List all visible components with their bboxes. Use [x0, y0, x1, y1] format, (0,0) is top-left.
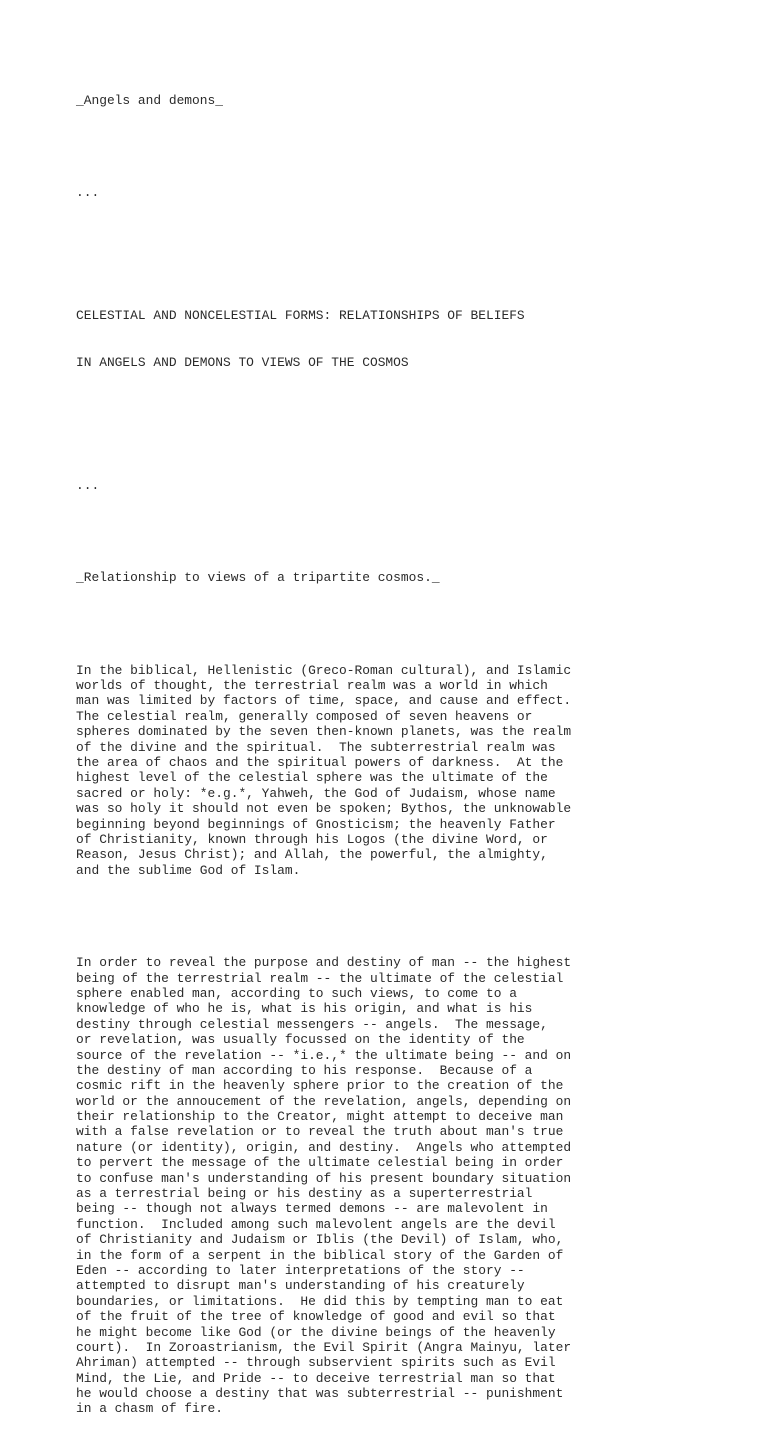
paragraph-line: he would choose a destiny that was subterrestrial -- punishment	[76, 1386, 564, 1402]
paragraph-line: the area of chaos and the spiritual powers of darkness. At the	[76, 755, 564, 771]
paragraph-line: sphere enabled man, according to such views, to come to a	[76, 985, 517, 1001]
document-title: _Angels and demons_	[76, 92, 223, 108]
paragraph-line: of Christianity, known through his Logos (the divine Word, or	[76, 831, 548, 847]
subheading: _Relationship to views of a tripartite cosmos._	[76, 570, 440, 586]
paragraph-line: court). In Zoroastrianism, the Evil Spirit (Angra Mainyu, later	[76, 1339, 572, 1355]
paragraph-line: knowledge of who he is, what is his origin, and what is his	[76, 1001, 533, 1017]
paragraph-2	[76, 955, 756, 1417]
paragraph-line: In the biblical, Hellenistic (Greco-Roman cultural), and Islamic	[76, 662, 572, 678]
blank-line	[76, 432, 756, 447]
blank-line	[76, 139, 756, 154]
paragraph-line: worlds of thought, the terrestrial realm was a world in which	[76, 678, 548, 694]
paragraph-line: as a terrestrial being or his destiny as a superterrestrial	[76, 1186, 533, 1202]
heading-line: CELESTIAL AND NONCELESTIAL FORMS: RELATIONSHIPS OF BELIEFS	[76, 308, 525, 324]
paragraph-line: spheres dominated by the seven then-known planets, was the realm	[76, 724, 572, 740]
blank-line	[76, 524, 756, 539]
paragraph-line: in a chasm of fire.	[76, 1401, 223, 1417]
paragraph-line: the destiny of man according to his response. Because of a	[76, 1062, 533, 1078]
paragraph-line: Mind, the Lie, and Pride -- to deceive terrestrial man so that	[76, 1370, 556, 1386]
paragraph-line: beginning beyond beginnings of Gnosticism; the heavenly Father	[76, 816, 556, 832]
section-heading	[76, 278, 756, 401]
paragraph-line: Ahriman) attempted -- through subservient spirits such as Evil	[76, 1355, 556, 1371]
paragraph-line: he might become like God (or the divine beings of the heavenly	[76, 1324, 556, 1340]
paragraph-line: nature (or identity), origin, and destiny. Angels who attempted	[76, 1139, 572, 1155]
paragraph-line: The celestial realm, generally composed of seven heavens or	[76, 708, 533, 724]
paragraph-line: of the fruit of the tree of knowledge of good and evil so that	[76, 1309, 556, 1325]
paragraph-line: of Christianity and Judaism or Iblis (the Devil) of Islam, who,	[76, 1232, 564, 1248]
paragraph-line: was so holy it should not even be spoken; Bythos, the unknowable	[76, 801, 572, 817]
paragraph-line: man was limited by factors of time, space, and cause and effect.	[76, 693, 572, 709]
paragraph-line: being -- though not always termed demons -- are malevolent in	[76, 1201, 548, 1217]
paragraph-line: highest level of the celestial sphere was the ultimate of the	[76, 770, 548, 786]
paragraph-line: destiny through celestial messengers -- angels. The message,	[76, 1016, 548, 1032]
blank-line	[76, 616, 756, 631]
paragraph-line: and the sublime God of Islam.	[76, 862, 301, 878]
paragraph-1	[76, 663, 756, 878]
paragraph-line: function. Included among such malevolent angels are the devil	[76, 1216, 556, 1232]
paragraph-line: being of the terrestrial realm -- the ultimate of the celestial	[76, 970, 564, 986]
paragraph-line: in the form of a serpent in the biblical story of the Garden of	[76, 1247, 564, 1263]
separator-2: ...	[76, 477, 100, 493]
paragraph-line: Eden -- according to later interpretations of the story --	[76, 1262, 525, 1278]
blank-line	[76, 231, 756, 246]
separator-1: ...	[76, 185, 100, 201]
paragraph-line: their relationship to the Creator, might attempt to deceive man	[76, 1109, 564, 1125]
paragraph-line: source of the revelation -- *i.e.,* the ultimate being -- and on	[76, 1047, 572, 1063]
paragraph-line: attempted to disrupt man's understanding of his creaturely	[76, 1278, 525, 1294]
paragraph-line: with a false revelation or to reveal the truth about man's true	[76, 1124, 564, 1140]
paragraph-line: world or the annoucement of the revelation, angels, depending on	[76, 1093, 572, 1109]
paragraph-line: sacred or holy: *e.g.*, Yahweh, the God of Judaism, whose name	[76, 785, 556, 801]
heading-line: IN ANGELS AND DEMONS TO VIEWS OF THE COSMOS	[76, 354, 409, 370]
paragraph-line: boundaries, or limitations. He did this by tempting man to eat	[76, 1293, 564, 1309]
document-page	[76, 62, 756, 1432]
paragraph-line: cosmic rift in the heavenly sphere prior to the creation of the	[76, 1078, 564, 1094]
blank-line	[76, 909, 756, 924]
paragraph-line: In order to reveal the purpose and destiny of man -- the highest	[76, 955, 572, 971]
paragraph-line: Reason, Jesus Christ); and Allah, the powerful, the almighty,	[76, 847, 548, 863]
paragraph-line: to pervert the message of the ultimate celestial being in order	[76, 1155, 564, 1171]
paragraph-line: or revelation, was usually focussed on the identity of the	[76, 1032, 525, 1048]
paragraph-line: of the divine and the spiritual. The subterrestrial realm was	[76, 739, 556, 755]
paragraph-line: to confuse man's understanding of his present boundary situation	[76, 1170, 572, 1186]
